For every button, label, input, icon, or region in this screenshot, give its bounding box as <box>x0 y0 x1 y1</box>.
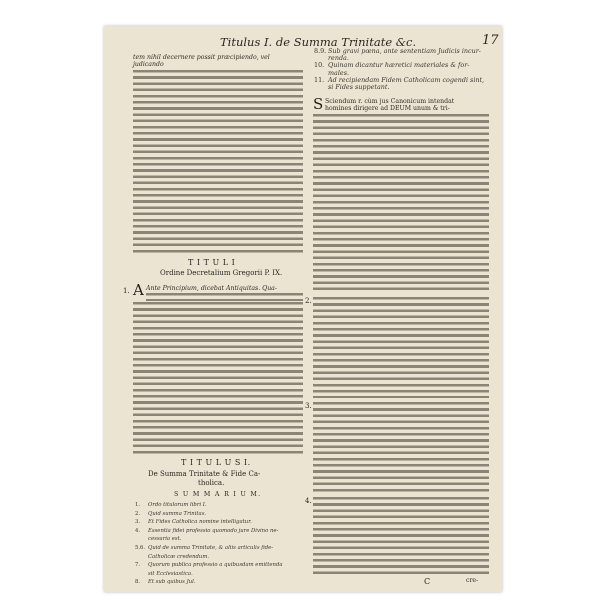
right-column-text-block-3 <box>313 402 489 493</box>
left-fragment-top: tem nihil decernere possit præcipiendo, vel <box>133 54 270 61</box>
left-fragment-line2: judicando <box>133 61 164 68</box>
book-page <box>104 26 502 592</box>
margin-number-1: 1. <box>123 287 130 295</box>
summary-item: 5.6. Quid de summa Trinitate, & aliis articulis fide- <box>135 544 274 551</box>
left-column-text-block-1 <box>133 70 303 253</box>
catchword: C <box>424 577 431 586</box>
right-index-item: 10. Quinam dicantur hæretici materiales & for- <box>314 61 470 70</box>
running-head: Titulus I. de Summa Trinitate &c. <box>220 35 417 49</box>
titulus-subtitle-2: tholica. <box>198 479 225 487</box>
summary-item: sit Ecclesiastica. <box>148 570 193 577</box>
summary-item: 7. Quorum publica professio a quibusdam emittenda <box>135 562 283 569</box>
margin-number-2: 2. <box>305 297 312 305</box>
margin-number-4: 4. <box>305 497 312 505</box>
right-index-item: males. <box>328 68 350 77</box>
tituli-subtitle: Ordine Decretalium Gregorii P. IX. <box>160 269 283 277</box>
summary-item: 2. Quid summa Trinitas. <box>135 510 207 517</box>
summary-item: cessaria est. <box>148 536 182 543</box>
right-column-text-block-2 <box>313 297 489 398</box>
summary-list <box>135 501 283 587</box>
right-index-list <box>314 48 484 91</box>
right-column-text-block-1 <box>313 114 489 293</box>
signature-mark: cre- <box>466 577 479 584</box>
right-column-text-block-4 <box>313 497 489 574</box>
tituli-heading: T I T U L I <box>188 258 236 267</box>
right-index-item: si Fides suppetant. <box>328 83 390 92</box>
right-para-start: Sciendum r. cùm jus Canonicum intendat <box>325 98 455 105</box>
summary-item: Catholicæ credendum. <box>148 553 210 560</box>
titulus-subtitle-1: De Summa Trinitate & Fide Ca- <box>148 470 261 478</box>
summarium-label: S U M M A R I U M. <box>174 491 262 498</box>
page-number: 17 <box>482 33 499 48</box>
intro-paragraph-start: Ante Principium, dicebat Antiquitas. Qua- <box>146 285 277 292</box>
right-index-item: 8.9. Sub gravi pœna, ante sententiam Judicis incur- <box>314 47 481 55</box>
summary-item: 8. Et sub quibus Jul. <box>135 579 196 586</box>
left-column-text-block-2 <box>133 302 303 455</box>
right-index-item: 11. Ad recipiendam Fidem Catholicam cogendi sint, <box>314 75 485 84</box>
titulus-heading: T I T U L U S I. <box>181 458 251 467</box>
right-para-line2: homines dirigere ad DEUM unum & tri- <box>325 105 450 112</box>
drop-cap-s: S <box>313 95 324 113</box>
summary-item: 3. Et Fides Catholica nomine intelligatur. <box>135 519 252 526</box>
drop-cap: A <box>133 281 144 299</box>
summary-item: 1. Ordo titulorum libri I. <box>135 502 207 508</box>
summary-item: 4. Essentia fidei professio quomodo jure Divino ne- <box>135 527 279 534</box>
margin-number-3: 3. <box>305 402 312 410</box>
intro-text-lines-a <box>146 293 303 301</box>
right-index-item: renda. <box>328 54 349 63</box>
